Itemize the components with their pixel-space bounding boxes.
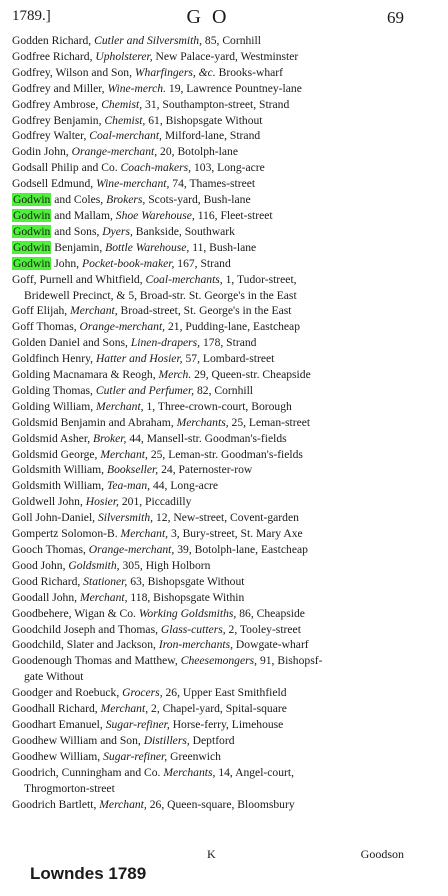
entry-occupation: Grocers, <box>122 686 163 700</box>
entry-address: 57, Lombard-street <box>185 352 275 366</box>
entry-name: John, <box>54 256 80 270</box>
entry-address: 39, Botolph-lane, Eastcheap <box>177 543 308 556</box>
entry-address: Brooks-wharf <box>218 65 284 79</box>
entry-occupation: Working Goldsmiths, <box>138 606 237 620</box>
entry-occupation: Coach-makers, <box>120 161 192 175</box>
source-title: Lowndes 1789 <box>30 864 147 883</box>
directory-entry <box>0 733 448 749</box>
entry-address: Deptford <box>192 733 235 747</box>
entry-occupation: Bookseller, <box>106 463 159 477</box>
entry-name: Golden Daniel and Sons, <box>12 336 128 350</box>
entry-occupation: Merchants, <box>176 415 229 429</box>
directory-entry <box>0 128 448 144</box>
catchword: Goodson <box>360 847 404 861</box>
entry-occupation: Tea-man, <box>106 479 151 493</box>
entry-occupation: Coal-merchant, <box>89 129 162 143</box>
entry-name: Golding Macnamara & Reogh, <box>12 368 156 382</box>
directory-entry <box>0 192 448 208</box>
directory-entry <box>0 717 448 733</box>
directory-entry <box>0 367 448 383</box>
directory-entry <box>0 622 448 638</box>
entry-name: Goodger and Roebuck, <box>12 686 120 700</box>
entry-address: 25, Leman-str. Goodman's-fields <box>150 447 303 461</box>
entry-name: Goodbehere, Wigan & Co. <box>12 606 136 620</box>
entry-occupation: Sugar-refiner, <box>105 717 170 731</box>
directory-entry <box>0 606 448 622</box>
highlighted-surname: Godwin <box>13 193 51 207</box>
entry-name: Goodall John, <box>12 590 78 604</box>
directory-entry <box>0 224 448 240</box>
entry-name: Goldsmid George, <box>12 447 98 461</box>
entry-address: 61, Bishopsgate Without <box>148 113 263 127</box>
entry-occupation: Distillers, <box>143 733 190 747</box>
entry-name: Goldsmith William, <box>12 479 105 493</box>
directory-entry <box>0 462 448 478</box>
signature-mark: K <box>207 847 216 861</box>
entry-occupation: Merch. <box>158 368 192 382</box>
entry-occupation: Hosier, <box>85 495 119 509</box>
entry-name: Goldsmid Asher, <box>12 431 91 445</box>
entry-occupation: Shoe Warehouse, <box>115 208 195 222</box>
entry-occupation: Sugar-refiner, <box>103 749 168 763</box>
directory-entry <box>0 176 448 192</box>
entry-name: Goodchild Joseph and Thomas, <box>12 622 158 636</box>
entry-address: 86, Cheapside <box>239 606 305 620</box>
entry-address: 29, Queen-str. Cheapside <box>194 368 311 382</box>
entry-occupation: Merchant, <box>100 702 149 716</box>
entry-occupation: Cheesemongers, <box>180 654 258 668</box>
entry-name: Godsell Edmund, <box>12 177 94 191</box>
catchword-line <box>12 847 404 861</box>
entry-address: 63, Bishopsgate Without <box>130 574 245 588</box>
entry-address: 91, Bishopsf- <box>259 654 323 668</box>
directory-entry <box>0 272 448 304</box>
directory-entry <box>0 797 448 813</box>
entry-name: and Mallam, <box>54 208 113 222</box>
entry-address: 2, Chapel-yard, Spital-square <box>151 702 287 716</box>
entry-occupation: Merchant, <box>96 399 144 413</box>
entry-occupation: Bottle Warehouse, <box>105 240 190 254</box>
directory-entry <box>0 431 448 447</box>
entry-name: Goodhart Emanuel, <box>12 717 103 731</box>
directory-entry <box>0 335 448 351</box>
entry-address: Horse-ferry, Limehouse <box>172 717 284 731</box>
directory-entry <box>0 65 448 81</box>
entry-occupation: Glass-cutters, <box>160 622 226 636</box>
entry-name: Godfrey Ambrose, <box>12 97 99 111</box>
entry-name: Goff Elijah, <box>12 304 68 318</box>
entry-continuation: Bridewell Precinct, & 5, Broad-str. St. George's in the East <box>24 288 297 302</box>
entry-address: 74, Thames-street <box>172 177 256 191</box>
entry-name: Goldwell John, <box>12 495 83 509</box>
directory-entry <box>0 574 448 590</box>
entry-name: Goldfinch Henry, <box>12 352 94 366</box>
entry-name: Goodrich, Cunningham and Co. <box>12 765 161 779</box>
entry-occupation: Orange-merchant, <box>71 145 158 159</box>
entry-occupation: Silversmith, <box>97 511 154 525</box>
entry-occupation: Merchants, <box>163 765 216 779</box>
entry-name: and Sons, <box>54 224 100 238</box>
entry-address: 1, Three-crown-court, Borough <box>146 399 292 413</box>
entry-address: 26, Queen-square, Bloomsbury <box>149 797 295 811</box>
entry-name: Goodchild, Slater and Jackson, <box>12 638 156 652</box>
entry-occupation: Upholsterer, <box>95 49 153 63</box>
entry-occupation: Wine-merch. <box>107 81 166 95</box>
entry-name: Godden Richard, <box>12 34 92 47</box>
entry-name: Goff, Purnell and Whitfield, <box>12 272 143 286</box>
entry-name: Godfrey, Wilson and Son, <box>12 65 132 79</box>
entry-occupation: Orange-merchant, <box>88 543 175 556</box>
entry-address: Scots-yard, Bush-lane <box>148 193 251 207</box>
directory-entry <box>0 240 448 256</box>
page-number: 69 <box>387 8 404 27</box>
directory-entry <box>0 81 448 97</box>
header-year: 1789.] <box>12 8 51 24</box>
directory-entry <box>0 701 448 717</box>
directory-entry <box>0 113 448 129</box>
entry-name: Golding William, <box>12 399 94 413</box>
entry-address: 24, Paternoster-row <box>161 463 253 477</box>
directory-entry <box>0 415 448 431</box>
entry-address: 44, Mansell-str. Goodman's-fields <box>129 431 287 445</box>
directory-entry <box>0 510 448 526</box>
entry-name: Goodhew William, <box>12 749 101 763</box>
entry-name: Goodhall Richard, <box>12 702 98 716</box>
directory-entry <box>0 49 448 65</box>
entry-address: 2, Tooley-street <box>228 622 301 636</box>
entry-name: Goff Thomas, <box>12 320 77 334</box>
entry-continuation: gate Without <box>24 670 84 684</box>
directory-entry <box>0 303 448 319</box>
entry-occupation: Orange-merchant, <box>79 320 166 334</box>
entry-address: 11, Bush-lane <box>192 240 257 254</box>
entry-address: 3, Bury-street, St. Mary Axe <box>170 527 303 541</box>
directory-entry <box>0 653 448 685</box>
highlighted-surname: Godwin <box>13 240 51 254</box>
directory-entry <box>0 97 448 113</box>
entry-address: Milford-lane, Strand <box>164 129 261 143</box>
entry-name: Goodenough Thomas and Matthew, <box>12 654 178 668</box>
entry-occupation: Merchant, <box>120 527 169 541</box>
entry-name: Goodrich Bartlett, <box>12 797 97 811</box>
entry-occupation: Broker, <box>93 431 127 445</box>
entry-name: Benjamin, <box>54 240 103 254</box>
directory-entry <box>0 208 448 224</box>
entry-address: Dowgate-wharf <box>235 638 309 652</box>
entry-name: Gompertz Solomon-B. <box>12 527 118 541</box>
entry-name: Godfrey Walter, <box>12 129 87 143</box>
highlighted-surname: Godwin <box>13 208 51 222</box>
entry-address: 85, Cornhill <box>204 34 261 47</box>
entry-address: 21, Pudding-lane, Eastcheap <box>167 320 300 334</box>
highlighted-surname: Godwin <box>13 224 51 238</box>
entry-address: 25, Leman-street <box>231 415 311 429</box>
entry-occupation: Merchant, <box>99 797 147 811</box>
entry-occupation: Cutler and Silversmith, <box>94 34 203 47</box>
directory-entry <box>0 765 448 797</box>
entry-name: and Coles, <box>54 193 104 207</box>
entry-occupation: Wine-merchant, <box>96 177 170 191</box>
entry-address: 31, Southampton-street, Strand <box>145 97 290 111</box>
entry-occupation: Coal-merchants, <box>145 272 223 286</box>
entry-occupation: Iron-merchants, <box>158 638 234 652</box>
entry-address: 1, Tudor-street, <box>225 272 297 286</box>
entry-address: 118, Bishopsgate Within <box>130 590 245 604</box>
entry-occupation: Pocket-book-maker, <box>81 256 175 270</box>
directory-entry <box>0 33 448 49</box>
directory-entry <box>0 637 448 653</box>
entry-name: Godsall Philip and Co. <box>12 161 118 175</box>
entry-address: 116, Fleet-street <box>197 208 273 222</box>
entry-occupation: Cutler and Perfumer, <box>95 383 195 397</box>
header-letters: G O <box>186 6 230 28</box>
entry-address: 26, Upper East Smithfield <box>165 686 287 700</box>
directory-entry <box>0 319 448 335</box>
entry-name: Gooch Thomas, <box>12 543 86 556</box>
entry-address: 12, New-street, Covent-garden <box>155 511 299 525</box>
entry-address: Bankside, Southwark <box>135 224 235 238</box>
entry-address: 103, Long-acre <box>193 161 265 175</box>
entry-occupation: Chemist, <box>101 97 143 111</box>
entry-occupation: Linen-drapers, <box>130 336 201 350</box>
entry-name: Godfree Richard, <box>12 49 93 63</box>
entry-address: Broad-street, St. George's in the East <box>120 304 292 318</box>
highlighted-surname: Godwin <box>13 256 51 270</box>
directory-entries <box>0 33 448 812</box>
entry-name: Godin John, <box>12 145 69 159</box>
entry-occupation: Wharfingers, &c. <box>134 65 216 79</box>
entry-occupation: Hatter and Hosier, <box>95 352 183 366</box>
entry-occupation: Chemist, <box>104 113 146 127</box>
directory-entry <box>0 526 448 542</box>
entry-occupation: Merchant, <box>100 447 148 461</box>
entry-address: 178, Strand <box>202 336 257 350</box>
directory-entry <box>0 749 448 765</box>
entry-address: 201, Piccadilly <box>121 495 192 509</box>
entry-name: Goldsmith William, <box>12 463 105 477</box>
entry-occupation: Brokers, <box>106 193 146 207</box>
entry-name: Godfrey and Miller, <box>12 81 105 95</box>
entry-name: Goll John-Daniel, <box>12 511 96 525</box>
entry-occupation: Goldsmith, <box>68 558 120 572</box>
directory-entry <box>0 494 448 510</box>
directory-entry <box>0 144 448 160</box>
directory-entry <box>0 558 448 574</box>
entry-address: 20, Botolph-lane <box>160 145 238 159</box>
directory-entry <box>0 590 448 606</box>
entry-address: 44, Long-acre <box>152 479 218 493</box>
directory-entry <box>0 351 448 367</box>
directory-entry <box>0 160 448 176</box>
entry-occupation: Merchant, <box>70 304 118 318</box>
entry-occupation: Stationer, <box>83 574 128 588</box>
entry-address: 19, Lawrence Pountney-lane <box>168 81 302 95</box>
directory-entry <box>0 383 448 399</box>
entry-name: Goldsmid Benjamin and Abraham, <box>12 415 174 429</box>
entry-occupation: Merchant, <box>79 590 128 604</box>
directory-entry <box>0 399 448 415</box>
entry-name: Good Richard, <box>12 574 81 588</box>
entry-address: 14, Angel-court, <box>218 765 294 779</box>
entry-address: 82, Cornhill <box>196 383 254 397</box>
entry-address: Greenwich <box>170 749 221 763</box>
page-header <box>12 6 404 32</box>
directory-entry <box>0 447 448 463</box>
directory-entry <box>0 256 448 272</box>
directory-entry <box>0 542 448 558</box>
entry-address: New Palace-yard, Westminster <box>155 49 299 63</box>
entry-address: 305, High Holborn <box>122 558 211 572</box>
directory-entry <box>0 685 448 701</box>
entry-name: Golding Thomas, <box>12 383 93 397</box>
directory-entry <box>0 478 448 494</box>
entry-address: 167, Strand <box>177 256 231 270</box>
entry-continuation: Throgmorton-street <box>24 781 115 795</box>
entry-name: Godfrey Benjamin, <box>12 113 102 127</box>
entry-name: Good John, <box>12 558 66 572</box>
entry-name: Goodhew William and Son, <box>12 733 141 747</box>
entry-occupation: Dyers, <box>102 224 133 238</box>
